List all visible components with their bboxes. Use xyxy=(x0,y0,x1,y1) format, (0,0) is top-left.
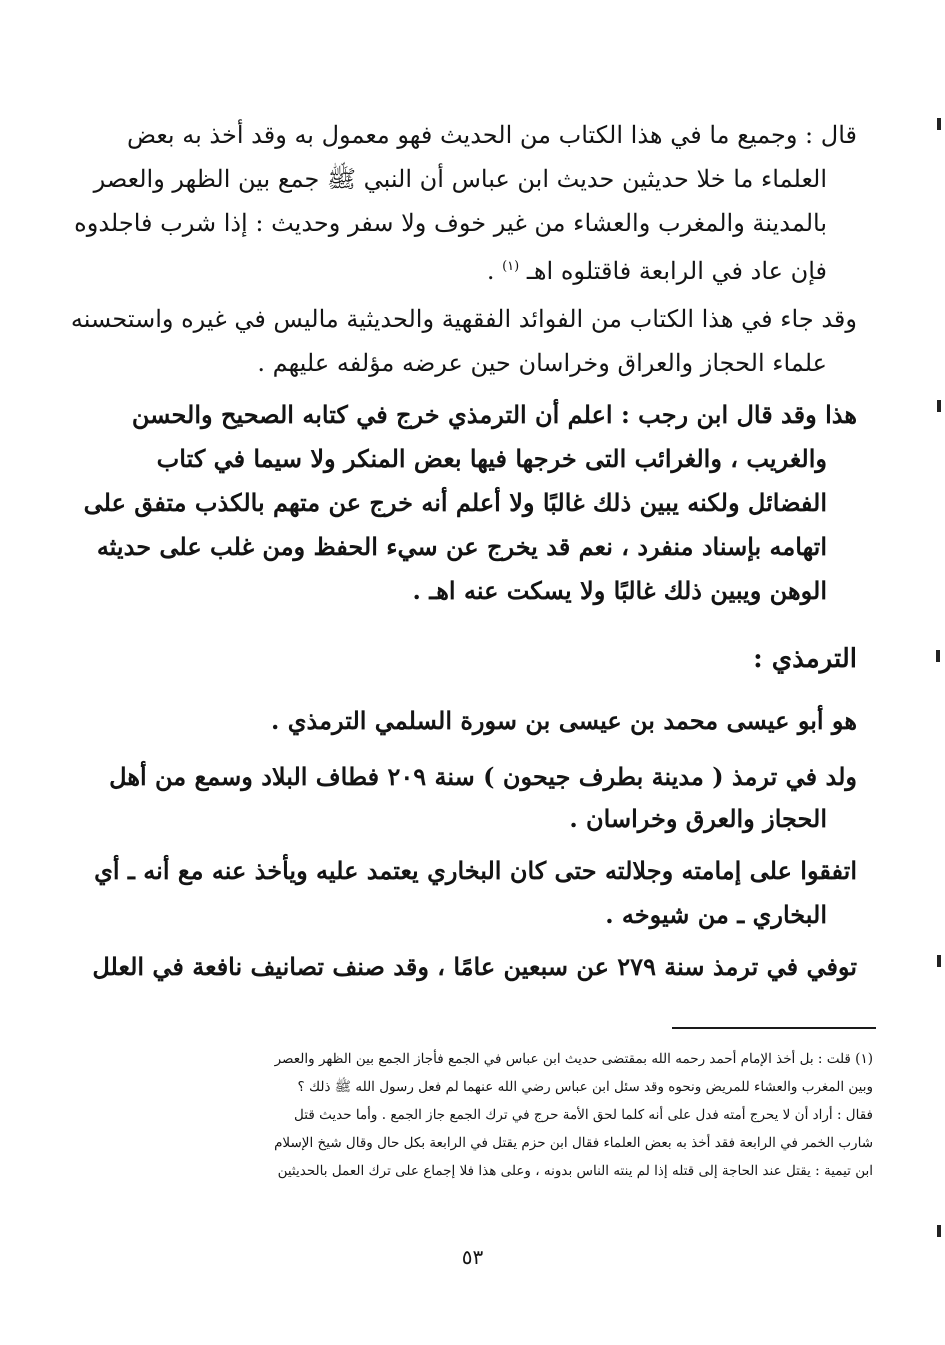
body-line-4-text: فإن عاد في الرابعة فاقتلوه اهـ xyxy=(526,257,827,285)
body-line-7: هذا وقد قال ابن رجب : اعلم أن الترمذي خرج في كتابه الصحيح والحسن xyxy=(131,400,857,429)
body-line-6: علماء الحجاز والعراق وخراسان حين عرضه مؤلفه عليهم . xyxy=(257,349,827,377)
bio-line-1: هو أبو عيسى محمد بن عيسى بن سورة السلمي الترمذي . xyxy=(271,706,857,735)
body-line-10: اتهامه بإسناد منفرد ، نعم قد يخرج عن سيء الحفظ ومن غلب على حديثه xyxy=(96,532,827,561)
body-line-2: العلماء ما خلا حديثين حديث ابن عباس أن النبي ﷺ جمع بين الظهر والعصر xyxy=(93,165,827,193)
scan-edge-mark xyxy=(937,955,941,967)
bio-line-2: ولد في ترمذ ( مدينة بطرف جيحون ) سنة ٢٠٩ فطاف البلاد وسمع من أهل xyxy=(109,762,857,791)
body-line-9: الفضائل ولكنه يبين ذلك غالبًا ولا أعلم أنه خرج عن متهم بالكذب متفق على xyxy=(83,488,827,517)
scan-edge-mark xyxy=(937,1225,941,1237)
footnote-line-3: فقال : أراد أن لا يحرج أمته فدل على أنه كلما لحق الأمة حرج في ترك الجمع جاز الجمع . وأما حديث قتل xyxy=(294,1107,873,1123)
scan-edge-mark xyxy=(937,118,941,130)
section-heading: الترمذي : xyxy=(753,644,857,674)
body-line-4-tail: . xyxy=(486,257,503,285)
body-line-4 xyxy=(487,250,827,288)
scan-edge-mark xyxy=(936,650,940,662)
bio-line-3: الحجاز والعرق وخراسان . xyxy=(569,804,827,833)
footnote-line-4: شارب الخمر في الرابعة فقد أخذ به بعض العلماء فقال ابن حزم يقتل في الرابعة بكل حال وقال شيخ الإسلام xyxy=(274,1135,873,1151)
footnote-ref-marker: (١) xyxy=(502,259,520,274)
body-line-11: الوهن ويبين ذلك غالبًا ولا يسكت عنه اهـ . xyxy=(412,576,827,605)
body-line-5: وقد جاء في هذا الكتاب من الفوائد الفقهية والحديثية ماليس في غيره واستحسنه xyxy=(70,305,857,333)
footnote-line-2: وبين المغرب والعشاء للمريض ونحوه وقد سئل ابن عباس رضي الله عنهما لم فعل رسول الله ﷺ ذلك ؟ xyxy=(297,1079,873,1095)
scan-edge-mark xyxy=(937,400,941,412)
footnote-separator xyxy=(672,1027,876,1029)
body-line-3: بالمدينة والمغرب والعشاء من غير خوف ولا سفر وحديث : إذا شرب فاجلدوه xyxy=(74,209,827,237)
body-line-1: قال : وجميع ما في هذا الكتاب من الحديث فهو معمول به وقد أخذ به بعض xyxy=(126,121,857,149)
bio-line-5: البخاري ـ من شيوخه . xyxy=(605,900,827,929)
page-number: ٥٣ xyxy=(461,1245,484,1269)
footnote-line-5: ابن تيمية : يقتل عند الحاجة إلى قتله إذا لم ينته الناس بدونه ، وعلى هذا فلا إجماع على ترك العمل بالحديثين xyxy=(277,1163,873,1179)
bio-line-4: اتفقوا على إمامته وجلالته حتى كان البخاري يعتمد عليه ويأخذ عنه مع أنه ـ أي xyxy=(94,856,857,885)
body-line-8: والغريب ، والغرائب التى خرجها فيها بعض المنكر ولا سيما في كتاب xyxy=(156,444,827,473)
footnote-line-1: (١) قلت : بل أخذ الإمام أحمد رحمه الله بمقتضى حديث ابن عباس في الجمع فأجاز الجمع بين الظهر والعصر xyxy=(274,1051,873,1067)
bio-line-6: توفي في ترمذ سنة ٢٧٩ عن سبعين عامًا ، وقد صنف تصانيف نافعة في العلل xyxy=(92,952,857,981)
